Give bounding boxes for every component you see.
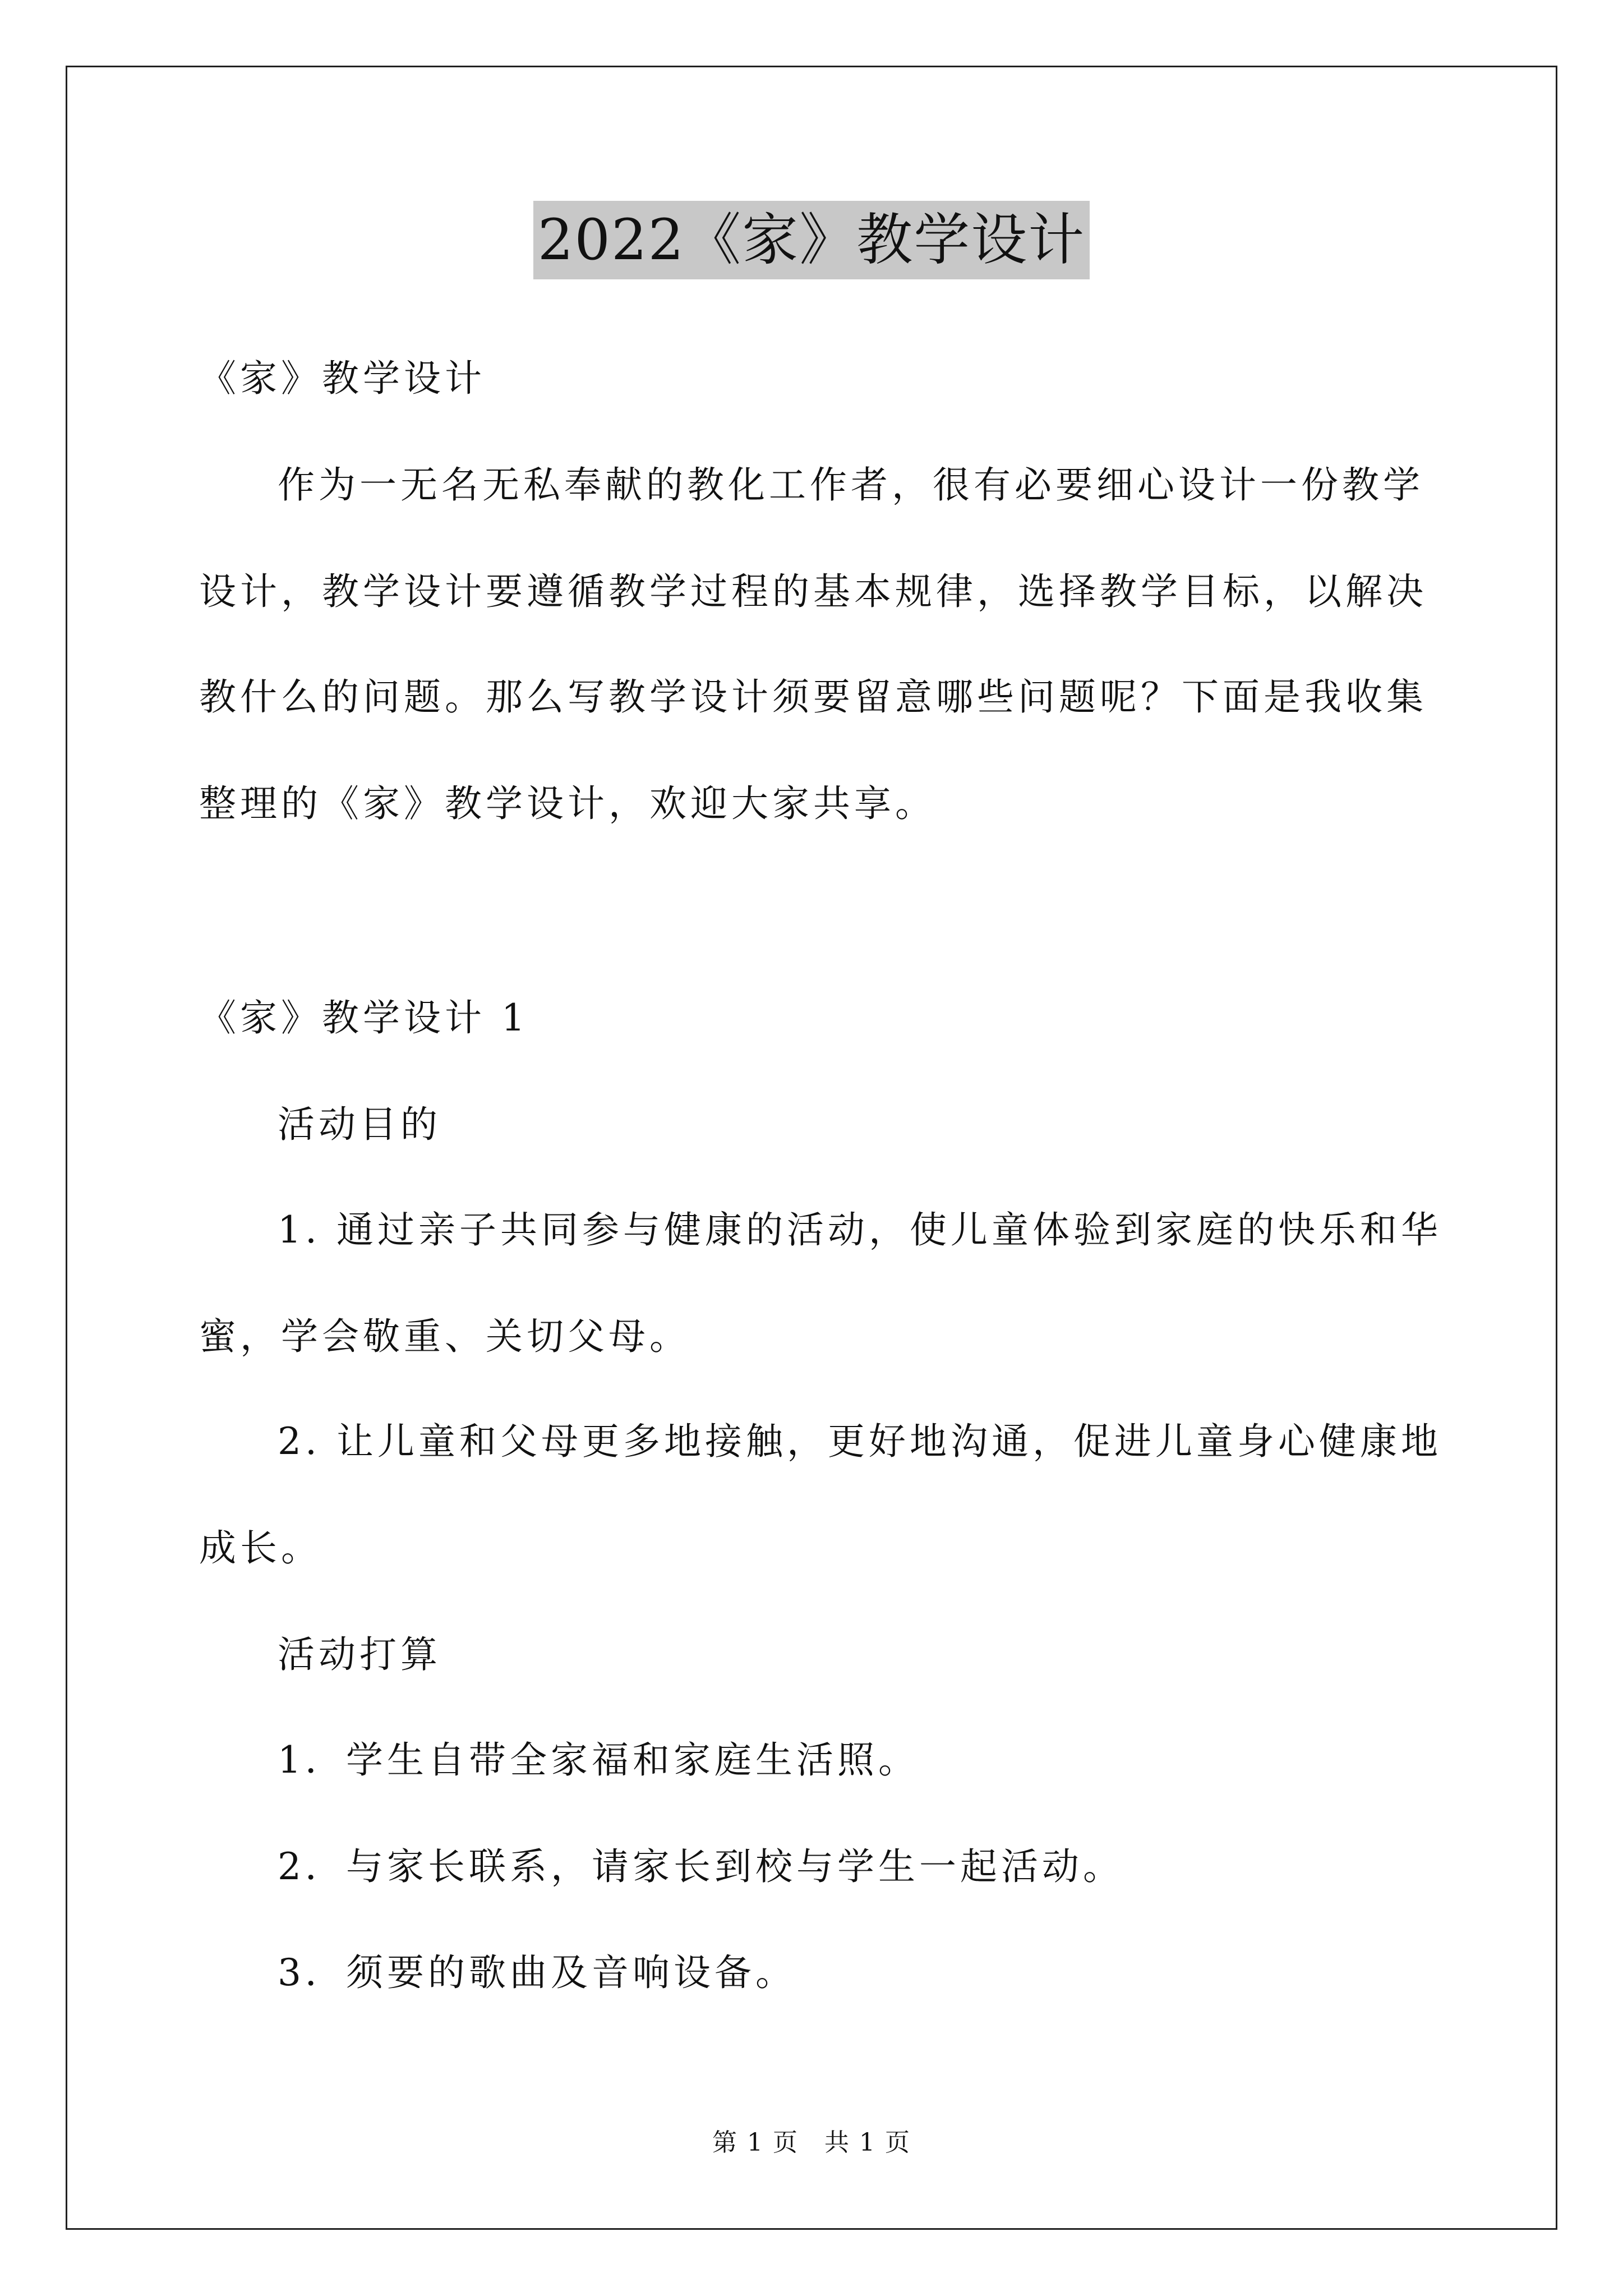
- prep-item-3: 3．须要的歌曲及音响设备。: [278, 1951, 796, 1994]
- title-container: [0, 201, 1623, 279]
- goal-line-3: 2. 让儿童和父母更多地接触，更好地沟通，促进儿童身心健康地: [278, 1420, 1442, 1463]
- goal-line-4: 成长。: [199, 1526, 322, 1570]
- prep-heading: 活动打算: [278, 1633, 441, 1676]
- prep-item-1: 1．学生自带全家福和家庭生活照。: [278, 1738, 919, 1782]
- document-subtitle: 《家》教学设计: [199, 357, 486, 400]
- goal-line-2: 蜜，学会敬重、关切父母。: [199, 1315, 690, 1358]
- goal-heading: 活动目的: [278, 1103, 441, 1146]
- intro-line-1: 作为一无名无私奉献的教化工作者，很有必要细心设计一份教学: [278, 463, 1424, 507]
- section-title: 《家》教学设计 1: [199, 996, 529, 1039]
- goal-line-1: 1. 通过亲子共同参与健康的活动，使儿童体验到家庭的快乐和华: [278, 1208, 1442, 1251]
- prep-item-2: 2．与家长联系，请家长到校与学生一起活动。: [278, 1845, 1124, 1888]
- page-footer: 第 1 页 共 1 页: [712, 2128, 911, 2157]
- document-title: 2022《家》教学设计: [533, 201, 1090, 279]
- intro-line-3: 教什么的问题。那么写教学设计须要留意哪些问题呢？下面是我收集: [199, 675, 1427, 719]
- intro-line-4: 整理的《家》教学设计，欢迎大家共享。: [199, 782, 936, 825]
- intro-line-2: 设计，教学设计要遵循教学过程的基本规律，选择教学目标，以解决: [199, 570, 1427, 613]
